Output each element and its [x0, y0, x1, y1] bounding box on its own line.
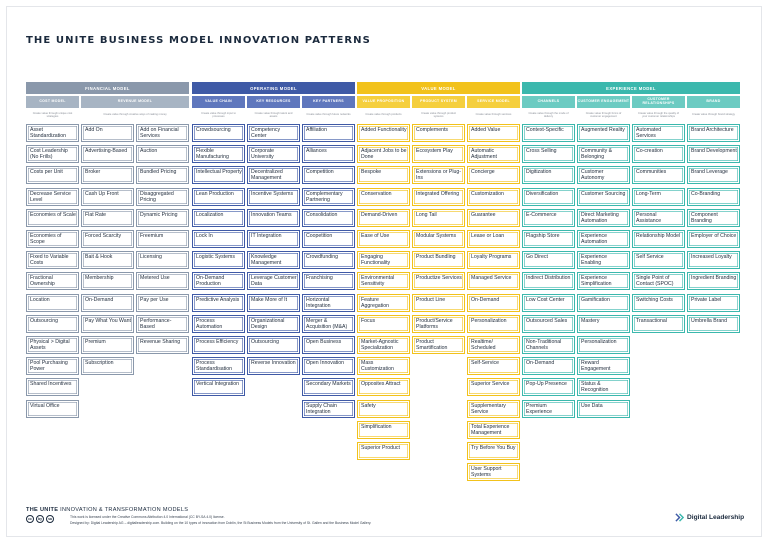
pattern-card: Added Functionality — [357, 124, 410, 142]
pattern-card: Dynamic Pricing — [136, 209, 189, 227]
pattern-card: Relationship Model — [632, 230, 685, 248]
pattern-card: Open Innovation — [302, 357, 355, 375]
pattern-card: Flagship Store — [522, 230, 575, 248]
column-description-9: Create value through the mode of delivery — [528, 111, 569, 118]
pattern-card: Open Business — [302, 336, 355, 354]
group-header-experience-model: EXPERIENCE MODEL — [522, 82, 740, 94]
pattern-card: Auction — [136, 145, 189, 163]
pattern-card: Outsourcing — [247, 336, 300, 354]
pattern-card: Guarantee — [467, 209, 520, 227]
pattern-card: Safety — [357, 400, 410, 418]
pattern-card: Vertical Integration — [192, 378, 245, 396]
column-header-4: KEY RESOURCES — [247, 96, 300, 108]
pattern-card: Fixed to Variable Costs — [26, 251, 79, 269]
column-description-1: Create value through creative ways of making money — [103, 113, 167, 117]
pattern-card: Flexible Manufacturing — [192, 145, 245, 163]
pattern-card: Customer Sourcing — [577, 188, 630, 206]
pattern-card: Process Automation — [192, 315, 245, 333]
pattern-card: Experience Simplification — [577, 272, 630, 290]
pattern-card: Added Value — [467, 124, 520, 142]
pattern-card: Conservation — [357, 188, 410, 206]
pattern-card: Non-Traditional Channels — [522, 336, 575, 354]
pattern-card: Bespoke — [357, 166, 410, 184]
pattern-card: Freemium — [136, 230, 189, 248]
column-header-6: VALUE PROPOSITION — [357, 96, 410, 108]
pattern-card: Market-Agnostic Specialization — [357, 336, 410, 354]
pattern-card: Pay What You Want — [81, 315, 134, 333]
pattern-card: E-Commerce — [522, 209, 575, 227]
license-text: This work is licensed under the Creative Commons Attribution 4.0 International (CC BY-SA 4.0) license. — [70, 515, 225, 519]
column-header-3: VALUE CHAIN — [192, 96, 245, 108]
group-header-financial-model: FINANCIAL MODEL — [26, 82, 189, 94]
column-description-10: Create value through forms of customer engagement — [585, 111, 622, 118]
column-description-12: Create value through brand strategy — [691, 113, 736, 117]
pattern-card: Asset Standardization — [26, 124, 79, 142]
pattern-card: Status & Recognition — [577, 378, 630, 396]
column-description-0: Create value through unique cost strategies — [32, 111, 73, 118]
pattern-card: Secondary Markets — [302, 378, 355, 396]
pattern-card: Productize Services — [412, 272, 465, 290]
pattern-card: Organizational Design — [247, 315, 300, 333]
pattern-card: Broker — [81, 166, 134, 184]
pattern-card: Indirect Distribution — [522, 272, 575, 290]
pattern-card: Crowdsourcing — [192, 124, 245, 142]
pattern-card: Feature Aggregation — [357, 294, 410, 312]
pattern-card: Cash Up Front — [81, 188, 134, 206]
pattern-card: Loyalty Programs — [467, 251, 520, 269]
pattern-card: Concierge — [467, 166, 520, 184]
column-header-10: CUSTOMER ENGAGEMENT — [577, 96, 630, 108]
pattern-card: Competency Center — [247, 124, 300, 142]
pattern-card: Add On — [81, 124, 134, 142]
pattern-card: Digitization — [522, 166, 575, 184]
pattern-card: Gamification — [577, 294, 630, 312]
creative-commons-icon: cc — [26, 515, 34, 523]
pattern-card: Premium Experience — [522, 400, 575, 418]
pattern-card: Integrated Offering — [412, 188, 465, 206]
pattern-card: Predictive Analysis — [192, 294, 245, 312]
column-header-9: CHANNELS — [522, 96, 575, 108]
pattern-card: Self Service — [632, 251, 685, 269]
pattern-card: Component Branding — [687, 209, 740, 227]
pattern-card: Intellectual Property — [192, 166, 245, 184]
pattern-card: Subscription — [81, 357, 134, 375]
pattern-card: Community & Belonging — [577, 145, 630, 163]
footer-title-brand: THE UNITE — [26, 507, 59, 513]
pattern-card: Economies of Scale — [26, 209, 79, 227]
pattern-card: Bait & Hook — [81, 251, 134, 269]
pattern-card: Cost Leadership (No Frills) — [26, 145, 79, 163]
pattern-card: On-Demand Production — [192, 272, 245, 290]
pattern-card: Experience Enabling — [577, 251, 630, 269]
pattern-card: Self-Service — [467, 357, 520, 375]
pattern-card: Engaging Functionality — [357, 251, 410, 269]
column-header-7: PRODUCT SYSTEM — [412, 96, 465, 108]
pattern-card: Employer of Choice — [687, 230, 740, 248]
brand-chevron-icon — [675, 513, 684, 522]
pattern-card: Brand Leverage — [687, 166, 740, 184]
pattern-card: Physical > Digital Assets — [26, 336, 79, 354]
pattern-card: Extensions or Plug-Ins — [412, 166, 465, 184]
pattern-card: Direct Marketing Automation — [577, 209, 630, 227]
pattern-card: IT Integration — [247, 230, 300, 248]
pattern-card: Outsourced Sales — [522, 315, 575, 333]
pattern-card: Innovation Teams — [247, 209, 300, 227]
pattern-card: Demand-Driven — [357, 209, 410, 227]
pattern-card: Brand Development — [687, 145, 740, 163]
pattern-card: Logistic Systems — [192, 251, 245, 269]
page-title: THE UNITE BUSINESS MODEL INNOVATION PATTERNS — [26, 35, 371, 46]
column-header-0: COST MODEL — [26, 96, 79, 108]
column-description-8: Create value through services — [475, 113, 512, 117]
pattern-card: Opposites Attract — [357, 378, 410, 396]
pattern-card: Competition — [302, 166, 355, 184]
pattern-card: Context-Specific — [522, 124, 575, 142]
pattern-card: Leverage Customer Data — [247, 272, 300, 290]
pattern-card: Localization — [192, 209, 245, 227]
pattern-card: Ecosystem Play — [412, 145, 465, 163]
pattern-card: Try Before You Buy — [467, 442, 520, 460]
pattern-card: Pop-Up Presence — [522, 378, 575, 396]
column-description-11: Create value through the quality of your customer relationships — [637, 111, 680, 118]
pattern-card: Lean Production — [192, 188, 245, 206]
pattern-card: Horizontal Integration — [302, 294, 355, 312]
column-header-1: REVENUE MODEL — [81, 96, 189, 108]
pattern-card: Mastery — [577, 315, 630, 333]
pattern-card: Switching Costs — [632, 294, 685, 312]
pattern-card: Affiliation — [302, 124, 355, 142]
pattern-card: Supply Chain Integration — [302, 400, 355, 418]
pattern-card: Incentive Systems — [247, 188, 300, 206]
pattern-card: Advertising-Based — [81, 145, 134, 163]
share-alike-icon: sa — [46, 515, 54, 523]
pattern-card: Shared Incentives — [26, 378, 79, 396]
pattern-card: Process Efficiency — [192, 336, 245, 354]
pattern-card: Decentralized Management — [247, 166, 300, 184]
pattern-card: Revenue Sharing — [136, 336, 189, 354]
pattern-card: Lock In — [192, 230, 245, 248]
pattern-card: Superior Service — [467, 378, 520, 396]
column-description-7: Create value through product systems — [421, 111, 456, 118]
group-header-operating-model: OPERATING MODEL — [192, 82, 355, 94]
pattern-card: Experience Automation — [577, 230, 630, 248]
pattern-card: Outsourcing — [26, 315, 79, 333]
brand-logo — [675, 513, 744, 522]
pattern-card: Superior Product — [357, 442, 410, 460]
pattern-card: Pool Purchasing Power — [26, 357, 79, 375]
pattern-card: On-Demand — [467, 294, 520, 312]
column-description-6: Create value through products — [365, 113, 402, 117]
pattern-card: Customer Autonomy — [577, 166, 630, 184]
license-icons — [26, 515, 54, 523]
pattern-card: Go Direct — [522, 251, 575, 269]
pattern-card: Personal Assistance — [632, 209, 685, 227]
pattern-card: Flat Rate — [81, 209, 134, 227]
pattern-card: Cross Selling — [522, 145, 575, 163]
pattern-card: Private Label — [687, 294, 740, 312]
pattern-card: Disaggregated Pricing — [136, 188, 189, 206]
pattern-card: Licensing — [136, 251, 189, 269]
pattern-card: Automatic Adjustment — [467, 145, 520, 163]
brand-name: Digital Leadership — [687, 514, 745, 521]
column-description-4: Create value through talent and assets — [254, 111, 293, 118]
pattern-card: Membership — [81, 272, 134, 290]
pattern-card: Increased Loyalty — [687, 251, 740, 269]
pattern-card: Costs per Unit — [26, 166, 79, 184]
pattern-card: Single Point of Contact (SPOC) — [632, 272, 685, 290]
column-header-8: SERVICE MODEL — [467, 96, 520, 108]
pattern-card: Product Bundling — [412, 251, 465, 269]
pattern-card: Alliances — [302, 145, 355, 163]
pattern-card: Franchising — [302, 272, 355, 290]
pattern-card: Pay per Use — [136, 294, 189, 312]
pattern-card: Customization — [467, 188, 520, 206]
pattern-card: Knowledge Management — [247, 251, 300, 269]
group-header-value-model: VALUE MODEL — [357, 82, 520, 94]
pattern-card: Product/Service Platforms — [412, 315, 465, 333]
pattern-card: Process Standardisation — [192, 357, 245, 375]
pattern-card: Location — [26, 294, 79, 312]
pattern-card: Complementary Partnering — [302, 188, 355, 206]
pattern-card: Total Experience Management — [467, 421, 520, 439]
pattern-card: Product Smartification — [412, 336, 465, 354]
pattern-card: Low Cost Center — [522, 294, 575, 312]
pattern-card: Fractional Ownership — [26, 272, 79, 290]
pattern-card: Ease of Use — [357, 230, 410, 248]
pattern-card: Long-Term — [632, 188, 685, 206]
pattern-card: Crowdfunding — [302, 251, 355, 269]
pattern-card: Decrease Service Level — [26, 188, 79, 206]
pattern-card: Managed Service — [467, 272, 520, 290]
pattern-card: On-Demand — [522, 357, 575, 375]
pattern-card: Personalization — [577, 336, 630, 354]
attribution-icon: by — [36, 515, 44, 523]
pattern-card: Augmented Reality — [577, 124, 630, 142]
pattern-card: Add on Financial Services — [136, 124, 189, 142]
pattern-card: Brand Architecture — [687, 124, 740, 142]
pattern-card: Mass Customization — [357, 357, 410, 375]
pattern-card: Performance-Based — [136, 315, 189, 333]
column-header-5: KEY PARTNERS — [302, 96, 355, 108]
pattern-card: Bundled Pricing — [136, 166, 189, 184]
pattern-card: Use Data — [577, 400, 630, 418]
pattern-card: Metered Use — [136, 272, 189, 290]
pattern-card: Economies of Scope — [26, 230, 79, 248]
pattern-card: Reward Engagement — [577, 357, 630, 375]
designed-by-text: Designed by: Digital Leadership AG – digitalleadership.com. Building on the 10 types of innovation from Doblin, the St Business Models from the University of St. Gallen and the Business Model Gallery. — [70, 521, 372, 525]
pattern-card: Premium — [81, 336, 134, 354]
footer-title — [26, 507, 188, 513]
pattern-card: Simplification — [357, 421, 410, 439]
pattern-card: Reverse Innovation — [247, 357, 300, 375]
pattern-card: Co-Branding — [687, 188, 740, 206]
pattern-card: Co-creation — [632, 145, 685, 163]
pattern-card: Corporate University — [247, 145, 300, 163]
pattern-card: Forced Scarcity — [81, 230, 134, 248]
pattern-card: Adjacent Jobs to be Done — [357, 145, 410, 163]
pattern-card: Coopetition — [302, 230, 355, 248]
pattern-card: Realtime/ Scheduled — [467, 336, 520, 354]
pattern-card: Diversification — [522, 188, 575, 206]
pattern-card: On-Demand — [81, 294, 134, 312]
column-description-3: Create value through input to processes — [201, 111, 236, 118]
column-header-11: CUSTOMER RELATIONSHIPS — [632, 96, 685, 108]
footer-title-rest: INNOVATION & TRANSFORMATION MODELS — [58, 507, 189, 513]
pattern-card: Complements — [412, 124, 465, 142]
pattern-card: Merger & Acquisition (M&A) — [302, 315, 355, 333]
pattern-card: Automated Services — [632, 124, 685, 142]
pattern-card: Supplementary Service — [467, 400, 520, 418]
column-header-12: BRAND — [687, 96, 740, 108]
pattern-card: Consolidation — [302, 209, 355, 227]
pattern-card: Transactional — [632, 315, 685, 333]
pattern-card: Communities — [632, 166, 685, 184]
pattern-card: Environmental Sensitivity — [357, 272, 410, 290]
column-description-5: Create value through future networks — [306, 113, 351, 117]
pattern-card: Personalization — [467, 315, 520, 333]
pattern-card: User Support Systems — [467, 463, 520, 481]
pattern-card: Lease or Loan — [467, 230, 520, 248]
pattern-card: Long Tail — [412, 209, 465, 227]
pattern-card: Virtual Office — [26, 400, 79, 418]
pattern-card: Ingredient Branding — [687, 272, 740, 290]
pattern-card: Umbrella Brand — [687, 315, 740, 333]
pattern-card: Focus — [357, 315, 410, 333]
pattern-card: Product Line — [412, 294, 465, 312]
pattern-card: Make More of It — [247, 294, 300, 312]
pattern-card: Modular Systems — [412, 230, 465, 248]
